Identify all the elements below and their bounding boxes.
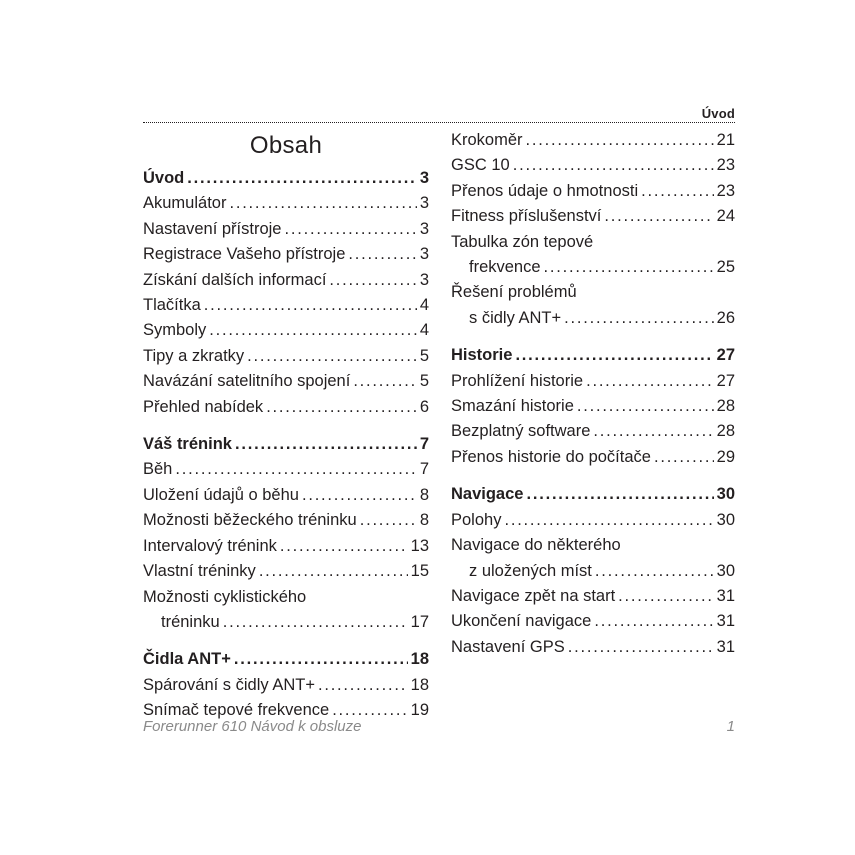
dot-leader — [564, 306, 713, 331]
toc-entry-title: Vlastní tréninky — [143, 562, 256, 581]
footer-title: Forerunner 610 Návod k obsluze — [143, 718, 362, 735]
toc-entry-title: Přenos údaje o hmotnosti — [451, 181, 639, 200]
toc-entry[interactable] — [451, 635, 735, 660]
toc-list-right — [451, 128, 735, 660]
toc-page-number: 24 — [716, 207, 735, 226]
toc-entry-title: Nastavení GPS — [451, 637, 565, 656]
toc-page-number: 13 — [410, 536, 429, 555]
toc-column-right — [451, 128, 735, 660]
dot-leader — [318, 673, 408, 698]
toc-entry[interactable] — [143, 217, 429, 242]
dot-leader — [641, 179, 714, 204]
toc-entry-title: Přenos historie do počítače — [451, 447, 651, 466]
toc-entry[interactable] — [143, 318, 429, 343]
dot-leader — [329, 268, 416, 293]
toc-entry-title: Smazání historie — [451, 397, 574, 416]
header-rule — [143, 122, 735, 123]
dot-leader — [209, 318, 417, 343]
footer-page-number: 1 — [726, 718, 735, 735]
toc-column-left — [143, 128, 429, 724]
toc-list-left — [143, 166, 429, 724]
dot-leader — [568, 635, 714, 660]
toc-entry-title: Bezplatný software — [451, 422, 591, 441]
toc-entry-title: Navigace zpět na start — [451, 586, 616, 605]
toc-page-number: 31 — [716, 637, 735, 656]
toc-entry[interactable] — [451, 343, 735, 368]
toc-entry-continuation: s čidly ANT+ — [469, 308, 562, 327]
dot-leader — [526, 482, 713, 507]
toc-entry[interactable] — [143, 585, 429, 636]
toc-entry[interactable] — [451, 179, 735, 204]
toc-entry-title: Čidla ANT+ — [143, 650, 231, 669]
toc-entry[interactable] — [143, 432, 429, 457]
toc-entry[interactable] — [451, 482, 735, 507]
toc-entry-title: Tabulka zón tepové — [451, 232, 594, 251]
toc-entry-continuation: z uložených míst — [469, 561, 592, 580]
page-title: Obsah — [249, 132, 323, 159]
toc-entry[interactable] — [451, 533, 735, 584]
toc-entry[interactable] — [451, 419, 735, 444]
running-header: Úvod — [701, 106, 735, 121]
dot-leader — [360, 508, 417, 533]
toc-page-number: 3 — [419, 219, 429, 238]
dot-leader — [353, 369, 417, 394]
toc-entry[interactable] — [451, 508, 735, 533]
toc-page-number: 18 — [410, 675, 429, 694]
toc-entry[interactable] — [451, 584, 735, 609]
toc-entry[interactable] — [143, 483, 429, 508]
toc-page-number: 31 — [716, 612, 735, 631]
toc-entry-title: Přehled nabídek — [143, 397, 264, 416]
dot-leader — [595, 559, 714, 584]
toc-entry[interactable] — [143, 395, 429, 420]
toc-entry-title: Možnosti cyklistického — [143, 587, 307, 606]
toc-entry[interactable] — [451, 280, 735, 331]
toc-page-number: 8 — [419, 511, 429, 530]
dot-leader — [247, 344, 417, 369]
toc-entry-title: Úvod — [143, 169, 185, 187]
toc-entry-title: Tlačítka — [143, 296, 201, 315]
toc-page-number: 18 — [410, 650, 429, 669]
dot-leader — [223, 610, 408, 635]
toc-entry-title: Intervalový trénink — [143, 536, 277, 555]
dot-leader — [544, 255, 714, 280]
dot-leader — [234, 647, 408, 672]
toc-entry[interactable] — [143, 508, 429, 533]
toc-entry-title: Navigace do některého — [451, 536, 621, 555]
toc-page-number: 8 — [419, 485, 429, 504]
toc-entry[interactable] — [451, 445, 735, 470]
toc-entry-title: Běh — [143, 460, 173, 479]
dot-leader — [654, 445, 714, 470]
toc-entry-title: Akumulátor — [143, 194, 227, 213]
dot-leader — [175, 457, 416, 482]
dot-leader — [504, 508, 713, 533]
dot-leader — [284, 217, 416, 242]
toc-entry[interactable] — [451, 153, 735, 178]
toc-entry-title: Krokoměr — [451, 131, 523, 149]
toc-page-number: 6 — [419, 397, 429, 416]
dot-leader — [515, 343, 713, 368]
toc-entry-title: Uložení údajů o běhu — [143, 485, 299, 504]
toc-entry-title: Spárování s čidly ANT+ — [143, 675, 315, 694]
toc-page-number: 27 — [716, 371, 735, 390]
toc-entry[interactable] — [143, 242, 429, 267]
toc-entry-title: Historie — [451, 346, 513, 365]
dot-leader — [280, 534, 408, 559]
toc-page-number: 3 — [419, 194, 429, 213]
toc-entry-title: Navázání satelitního spojení — [143, 372, 351, 391]
toc-page-number: 5 — [419, 346, 429, 365]
toc-page-number: 29 — [716, 447, 735, 466]
toc-entry-title: Řešení problémů — [451, 283, 577, 302]
toc-entry-title: Polohy — [451, 510, 502, 529]
toc-entry-title: Ukončení navigace — [451, 612, 592, 631]
toc-entry-title: Registrace Vašeho přístroje — [143, 245, 346, 264]
toc-page-number: 4 — [419, 296, 429, 315]
toc-entry-title: Symboly — [143, 321, 207, 340]
toc-page-number: 7 — [419, 435, 429, 454]
toc-entry-title: GSC 10 — [451, 156, 510, 175]
dot-leader — [593, 419, 713, 444]
toc-page-number: 3 — [419, 270, 429, 289]
toc-entry[interactable] — [143, 191, 429, 216]
toc-entry-title: Váš trénink — [143, 435, 232, 454]
toc-page-number: 15 — [410, 562, 429, 581]
toc-entry-continuation: frekvence — [469, 258, 541, 277]
dot-leader — [586, 369, 714, 394]
toc-entry[interactable] — [451, 204, 735, 229]
toc-page-number: 28 — [716, 422, 735, 441]
toc-page-number: 3 — [419, 245, 429, 264]
toc-entry-title: Navigace — [451, 485, 524, 504]
toc-entry[interactable] — [143, 559, 429, 584]
toc-entry[interactable] — [451, 369, 735, 394]
toc-entry-continuation: tréninku — [161, 612, 220, 631]
toc-entry[interactable] — [143, 268, 429, 293]
toc-page-number: 21 — [716, 131, 735, 149]
toc-entry-title: Prohlížení historie — [451, 371, 584, 390]
dot-leader — [594, 609, 713, 634]
dot-leader — [229, 191, 416, 216]
toc-page-number: 28 — [716, 397, 735, 416]
dot-leader — [302, 483, 417, 508]
toc-entry[interactable] — [451, 128, 735, 153]
toc-entry-title: Nastavení přístroje — [143, 219, 282, 238]
toc-entry[interactable] — [143, 369, 429, 394]
toc-page-number: 4 — [419, 321, 429, 340]
toc-entry[interactable] — [451, 609, 735, 634]
dot-leader — [348, 242, 416, 267]
dot-leader — [604, 204, 713, 229]
toc-entry[interactable] — [143, 344, 429, 369]
toc-entry[interactable] — [451, 230, 735, 281]
toc-page-number: 25 — [716, 258, 735, 277]
toc-entry[interactable] — [143, 293, 429, 318]
toc-entry-title: Tipy a zkratky — [143, 346, 245, 365]
toc-entry[interactable] — [143, 534, 429, 559]
toc-page-number: 3 — [419, 169, 429, 187]
toc-entry[interactable] — [143, 457, 429, 482]
toc-page-number: 27 — [716, 346, 735, 365]
toc-page-number: 30 — [716, 510, 735, 529]
dot-leader — [577, 394, 714, 419]
toc-entry[interactable] — [143, 647, 429, 672]
dot-leader — [513, 153, 714, 178]
toc-entry[interactable] — [451, 394, 735, 419]
toc-page-number: 30 — [716, 485, 735, 504]
toc-page-number: 5 — [419, 372, 429, 391]
dot-leader — [187, 166, 417, 191]
toc-entry-title: Možnosti běžeckého tréninku — [143, 511, 357, 530]
toc-entry[interactable] — [143, 673, 429, 698]
toc-page-number: 19 — [410, 701, 429, 720]
toc-page-number: 30 — [716, 561, 735, 580]
toc-entry[interactable] — [143, 166, 429, 191]
toc-entry-title: Fitness příslušenství — [451, 207, 602, 226]
toc-entry-title: Snímač tepové frekvence — [143, 701, 330, 720]
toc-page-number: 23 — [716, 156, 735, 175]
toc-page-number: 23 — [716, 181, 735, 200]
dot-leader — [235, 432, 417, 457]
dot-leader — [618, 584, 713, 609]
toc-page-number: 31 — [716, 586, 735, 605]
toc-entry-title: Získání dalších informací — [143, 270, 327, 289]
dot-leader — [266, 395, 417, 420]
dot-leader — [204, 293, 417, 318]
toc-page-number: 26 — [716, 308, 735, 327]
toc-page-number: 7 — [419, 460, 429, 479]
dot-leader — [526, 128, 714, 153]
dot-leader — [259, 559, 408, 584]
toc-page-number: 17 — [410, 612, 429, 631]
